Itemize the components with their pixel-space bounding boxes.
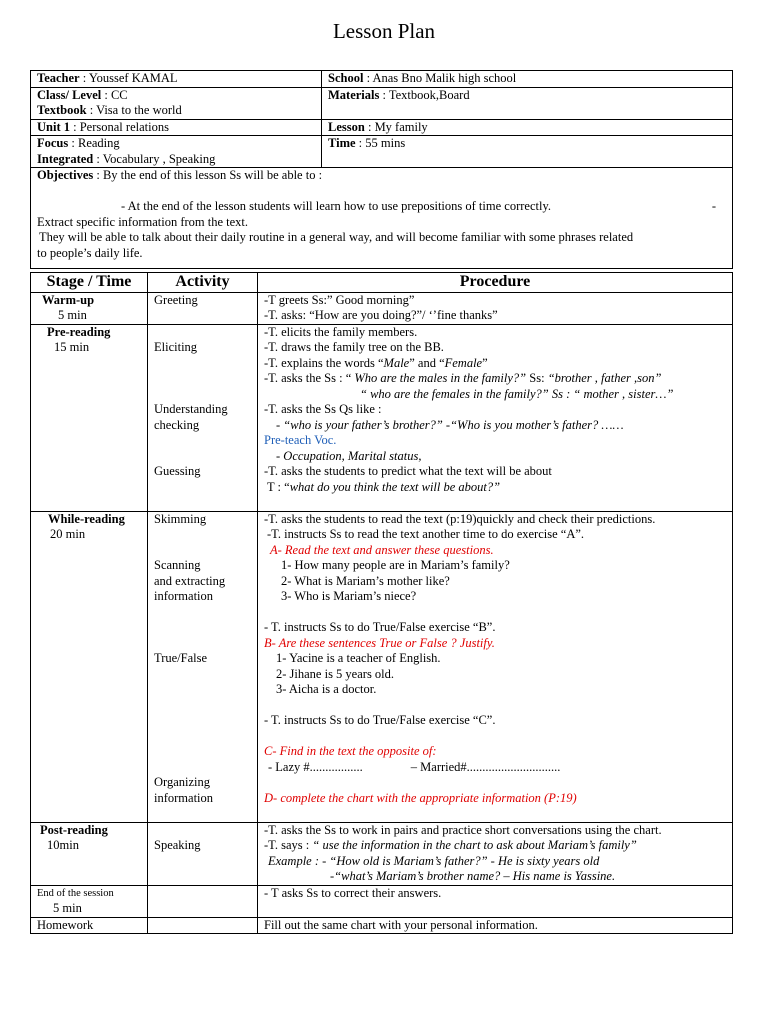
end-procedure: - T asks Ss to correct their answers. [258, 885, 733, 917]
postreading-activity: Speaking [148, 822, 258, 885]
class-cell: Class/ Level : CC Textbook : Visa to the world [31, 87, 322, 119]
postreading-stage-cell [31, 822, 148, 885]
postreading-row [31, 822, 733, 885]
homework-procedure: Fill out the same chart with your personal information. [258, 917, 733, 934]
end-time: 5 min [53, 901, 82, 915]
homework-row [31, 917, 733, 934]
warmup-time: 5 min [58, 308, 87, 322]
school-cell: School : Anas Bno Malik high school [322, 71, 733, 88]
lesson-cell: Lesson : My family [322, 119, 733, 136]
objective-1: - At the end of the lesson students will learn how to use prepositions of time correctly. [121, 199, 552, 213]
stage-time-header: Stage / Time [31, 273, 148, 293]
info-row-focus [31, 136, 733, 168]
materials-value: Textbook,Board [388, 87, 470, 102]
objectives-intro: By the end of this lesson Ss will be able to : [102, 168, 323, 182]
warmup-activity: Greeting [148, 292, 258, 324]
unit-value: Personal relations [79, 119, 169, 134]
integrated-value: Vocabulary , Speaking [102, 151, 216, 166]
class-value: CC [110, 87, 128, 102]
unit-cell: Unit 1 : Personal relations [31, 119, 322, 136]
objective-2: Extract specific information from the text. [37, 214, 249, 229]
info-row-teacher [31, 71, 733, 88]
warmup-stage: Warm-up [42, 292, 95, 307]
homework-activity [148, 917, 258, 934]
homework-stage: Homework [31, 917, 148, 934]
procedure-table [30, 272, 733, 934]
lesson-info-table [30, 70, 733, 269]
end-stage-cell [31, 885, 148, 917]
teacher-value: Youssef KAMAL [88, 71, 178, 85]
end-stage: End of the session [37, 887, 114, 899]
end-activity [148, 885, 258, 917]
whilereading-procedure: -T. asks the students to read the text (p:19)quickly and check their predictions. -T. instructs Ss to read the text another time to do exercise “A”. A- Read the text and answer these questions. 1- How many people are in Mariam’s family? 2- What is Mariam’s mother like? 3- Who is Mariam’s niece? - T. instructs Ss to do True/False exercise “B”. B- Are these sentences True or False ? Justify. 1- Yacine is a teacher of English. 2- Jihane is 5 years old. 3- Aicha is a doctor. - T. instructs Ss to do True/False exercise “C”. C- Find in the text the opposite of: - Lazy #................. – Married#.............................. D- complete the chart with the appropriate information (P:19) [258, 511, 733, 822]
school-value: Anas Bno Malik high school [372, 71, 517, 85]
time-value: 55 mins [365, 136, 406, 150]
postreading-stage: Post-reading [40, 822, 108, 837]
whilereading-time: 20 min [50, 527, 86, 541]
warmup-row [31, 292, 733, 324]
activity-header: Activity [148, 273, 258, 293]
materials-cell: Materials : Textbook,Board [322, 87, 733, 119]
whilereading-stage-cell [31, 511, 148, 822]
objectives-row [31, 168, 733, 269]
whilereading-stage: While-reading [48, 511, 125, 526]
procedure-header-row [31, 273, 733, 293]
lesson-value: My family [374, 119, 428, 134]
warmup-procedure: -T greets Ss:” Good morning” -T. asks: “How are you doing?”/ ‘’fine thanks” [258, 292, 733, 324]
warmup-stage-cell [31, 292, 148, 324]
prereading-stage-cell [31, 324, 148, 511]
prereading-procedure: -T. elicits the family members. -T. draws the family tree on the BB. -T. explains the words “Male” and “Female” -T. asks the Ss : “ Who are the males in the family?” Ss: “brother , father ,son” “ who are the females in the family?” Ss : “ mother , sister…” -T. asks the Ss Qs like : - “who is your father’s brother?” -“Who is you mother’s father? …… Pre-teach Voc. - Occupation, Marital status, -T. asks the students to predict what the text will be about T : “what do you think the text will be about?” [258, 324, 733, 511]
prereading-time: 15 min [54, 340, 90, 354]
whilereading-activity: Skimming Scanning and extracting information True/False Organizing information [148, 511, 258, 822]
objectives-cell: Objectives : By the end of this lesson Ss will be able to : - At the end of the lesson students will learn how to use prepositions of time correctly. - Extract specific information from the text. They will be able to talk about their daily routine in a general way, and will become familiar with some phrases related to people’s daily life. [31, 168, 733, 269]
postreading-procedure: -T. asks the Ss to work in pairs and practice short conversations using the chart. -T. says : “ use the information in the chart to ask about Mariam’s family” Example : - “How old is Mariam’s father?” - He is sixty years old -“what’s Mariam’s brother name? – His name is Yassine. [258, 822, 733, 885]
info-row-class [31, 87, 733, 119]
prereading-stage: Pre-reading [47, 324, 111, 339]
prereading-row [31, 324, 733, 511]
prereading-activity: Eliciting Understanding checking Guessing [148, 324, 258, 511]
objective-3: They will be able to talk about their daily routine in a general way, and will become familiar with some phrases related [39, 230, 634, 244]
postreading-time: 10min [47, 838, 79, 852]
info-row-unit [31, 119, 733, 136]
objective-4: to people’s daily life. [37, 245, 143, 260]
procedure-header: Procedure [258, 273, 733, 293]
focus-value: Reading [77, 136, 120, 150]
time-cell: Time : 55 mins [322, 136, 733, 168]
focus-cell: Focus : Reading Integrated : Vocabulary , Speaking [31, 136, 322, 168]
teacher-cell: Teacher : Youssef KAMAL [31, 71, 322, 88]
whilereading-row [31, 511, 733, 822]
page-title: Lesson Plan [332, 19, 436, 43]
textbook-value: Visa to the world [96, 103, 182, 117]
end-row [31, 885, 733, 917]
